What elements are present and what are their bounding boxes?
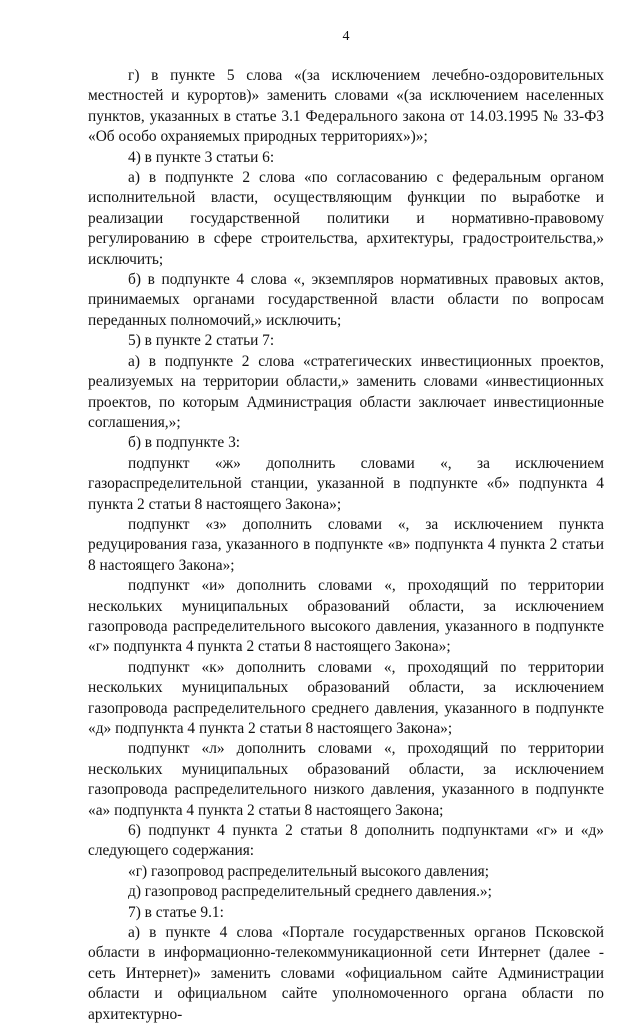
paragraph: а) в подпункте 2 слова «по согласованию с федеральным органом исполнительной власти, осуществляющим функции по выработке и реализации государственной политики и нормативно-правовому регулированию в сфере строительства, архитектуры, градостроительства,» исключить;: [88, 169, 604, 268]
paragraph: подпункт «з» дополнить словами «, за исключением пункта редуцирования газа, указанного в подпункте «в» подпункта 4 пункта 2 статьи 8 настоящего Закона»;: [88, 515, 604, 574]
paragraph: 6) подпункт 4 пункта 2 статьи 8 дополнить подпунктами «г» и «д» следующего содержания:: [88, 822, 604, 860]
paragraph: б) в подпункте 4 слова «, экземпляров нормативных правовых актов, принимаемых органами государственной власти области по вопросам переданных полномочий,» исключить;: [88, 271, 604, 329]
paragraph: 7) в статье 9.1:: [128, 903, 224, 921]
paragraph: «г) газопровод распределительный высокого давления;: [128, 862, 490, 880]
paragraph: а) в подпункте 2 слова «стратегических инвестиционных проектов, реализуемых на территории области,» заменить словами «инвестиционных проектов, по которым Администрация области заключает инвестиционные соглашения,»;: [88, 352, 604, 431]
document-body: [88, 66, 604, 1025]
paragraph: д) газопровод распределительный среднего давления.»;: [128, 883, 492, 901]
paragraph: 4) в пункте 3 статьи 6:: [128, 148, 275, 166]
paragraph: г) в пункте 5 слова «(за исключением лечебно-оздоровительных местностей и курортов)» заменить словами «(за исключением населенных пунктов, указанных в статье 3.1 Федерального закона от 14.03.1995 № 33-ФЗ «Об особо охраняемых природных территориях»)»;: [88, 67, 604, 146]
paragraph: 5) в пункте 2 статьи 7:: [128, 332, 275, 350]
page-number: 4: [342, 29, 350, 44]
paragraph: подпункт «и» дополнить словами «, проходящий по территории нескольких муниципальных образований области, за исключением газопровода распределительного высокого давления, указанного в подпункте «г» подпункта 4 пункта 2 статьи 8 настоящего Закона»;: [88, 577, 604, 656]
paragraph: подпункт «ж» дополнить словами «, за исключением газораспределительной станции, указанной в подпункте «б» подпункта 4 пункта 2 статьи 8 настоящего Закона»;: [88, 454, 604, 513]
paragraph: а) в пункте 4 слова «Портале государственных органов Псковской области в информационно-телекоммуникационной сети Интернет (далее - сеть Интернет)» заменить словами «официальном сайте Администрации области и официальном сайте уполномоченного органа области по архитектурно-: [88, 924, 604, 1023]
paragraph: подпункт «к» дополнить словами «, проходящий по территории нескольких муниципальных образований области, за исключением газопровода распределительного среднего давления, указанного в подпункте «д» подпункта 4 пункта 2 статьи 8 настоящего Закона»;: [88, 658, 604, 737]
paragraph: подпункт «л» дополнить словами «, проходящий по территории нескольких муниципальных образований области, за исключением газопровода распределительного низкого давления, указанного в подпункте «а» подпункта 4 пункта 2 статьи 8 настоящего Закона;: [88, 740, 604, 819]
paragraph: б) в подпункте 3:: [128, 434, 241, 452]
